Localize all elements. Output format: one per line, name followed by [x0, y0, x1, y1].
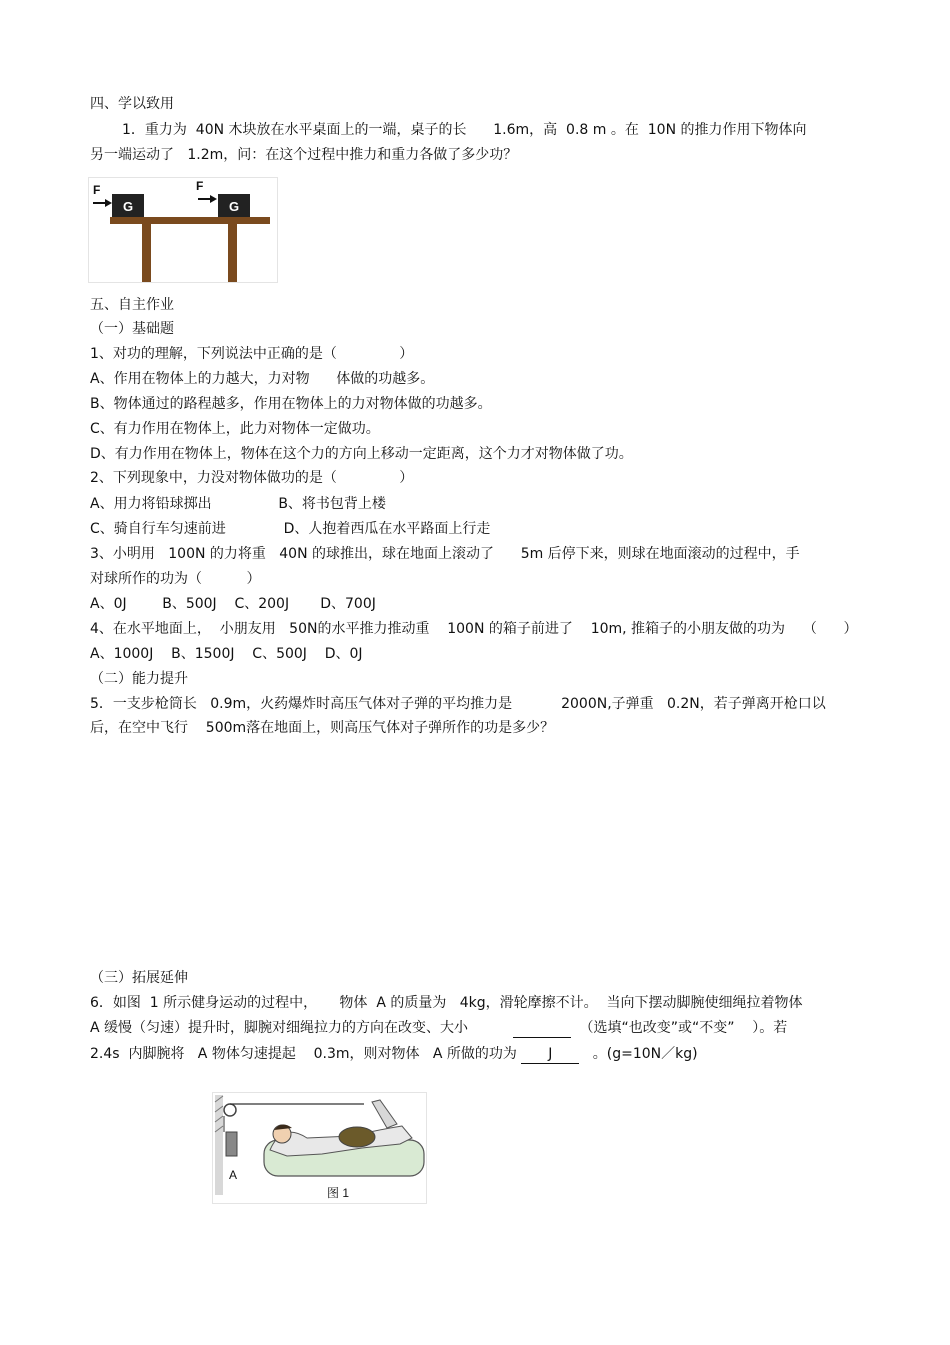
- block-label-2: G: [228, 199, 240, 214]
- extension-q6-line-3-tail: 。(g=10N／kg): [592, 1046, 698, 1062]
- object-a-label: A: [229, 1168, 238, 1182]
- extension-q6-line-1: 6．如图 1 所示健身运动的过程中， 物体 A 的质量为 4kg，滑轮摩擦不计。 当向下摆动脚腕使细绳拉着物体: [90, 995, 803, 1011]
- section4-heading: 四、学以致用: [90, 96, 174, 112]
- extension-q6-line-2: [90, 1019, 787, 1038]
- answer-blank-2[interactable]: J: [521, 1045, 579, 1064]
- figure-caption: 图 1: [326, 1186, 350, 1200]
- ability-heading: （二）能力提升: [90, 671, 188, 687]
- basic-q1-option-d: D、有力作用在物体上，物体在这个力的方向上移动一定距离，这个力才对物体做了功。: [90, 446, 633, 462]
- table-block-figure: [88, 177, 278, 283]
- exercise-figure-1: [212, 1092, 427, 1204]
- basic-q1-option-a: A、作用在物体上的力越大，力对物 体做的功越多。: [90, 371, 435, 387]
- basic-q1-stem: 1、对功的理解，下列说法中正确的是（ ）: [90, 346, 414, 362]
- block-label-1: G: [122, 199, 134, 214]
- extension-heading: （三）拓展延伸: [90, 970, 188, 986]
- ability-q5-line-1: 5．一支步枪筒长 0.9m，火药爆炸时高压气体对子弹的平均推力是 2000N,子弹重 0.2N，若子弹离开枪口以: [90, 696, 826, 712]
- ability-q5-line-2: 后，在空中飞行 500m落在地面上，则高压气体对子弹所作的功是多少？: [90, 720, 555, 736]
- basic-q3-stem-line-1: 3、小明用 100N 的力将重 40N 的球推出，球在地面上滚动了 5m 后停下来，则球在地面滚动的过程中，手: [90, 546, 800, 562]
- basic-q3-options: A、0J B、500J C、200J D、700J: [90, 596, 376, 612]
- basic-q4-options: A、1000J B、1500J C、500J D、0J: [90, 646, 363, 662]
- basic-q2-options-row-1: A、用力将铅球掷出 B、将书包背上楼: [90, 496, 386, 512]
- answer-blank-1[interactable]: [513, 1019, 571, 1038]
- extension-q6-line-2-text: A 缓慢（匀速）提升时，脚腕对细绳拉力的方向在改变、大小: [90, 1020, 469, 1036]
- basic-heading: （一）基础题: [90, 321, 174, 337]
- force-label-1: F: [93, 183, 101, 197]
- basic-q2-stem: 2、下列现象中，力没对物体做功的是（ ）: [90, 470, 414, 486]
- basic-q2-options-row-2: C、骑自行车匀速前进 D、人抱着西瓜在水平路面上行走: [90, 521, 491, 537]
- basic-q1-option-b: B、物体通过的路程越多，作用在物体上的力对物体做的功越多。: [90, 396, 492, 412]
- extension-q6-line-2-tail: （选填“也改变”或“不变” ）。若: [579, 1020, 788, 1036]
- basic-q1-option-c: C、有力作用在物体上，此力对物体一定做功。: [90, 421, 380, 437]
- question-1-line-1: 1．重力为 40N 木块放在水平桌面上的一端，桌子的长 1.6m，高 0.8 m 。在 10N 的推力作用下物体向: [122, 122, 807, 138]
- extension-q6-line-3-text: 2.4s 内脚腕将 A 物体匀速提起 0.3m，则对物体 A 所做的功为: [90, 1046, 517, 1062]
- basic-q4-stem: 4、在水平地面上， 小朋友用 50N的水平推力推动重 100N 的箱子前进了 10m, 推箱子的小朋友做的功为 （ ）: [90, 621, 858, 637]
- section5-heading: 五、自主作业: [90, 297, 174, 313]
- question-1-line-2: 另一端运动了 1.2m，问：在这个过程中推力和重力各做了多少功？: [90, 147, 518, 163]
- force-label-2: F: [196, 179, 204, 193]
- extension-q6-line-3: [90, 1045, 698, 1064]
- basic-q3-stem-line-2: 对球所作的功为（ ）: [90, 571, 261, 587]
